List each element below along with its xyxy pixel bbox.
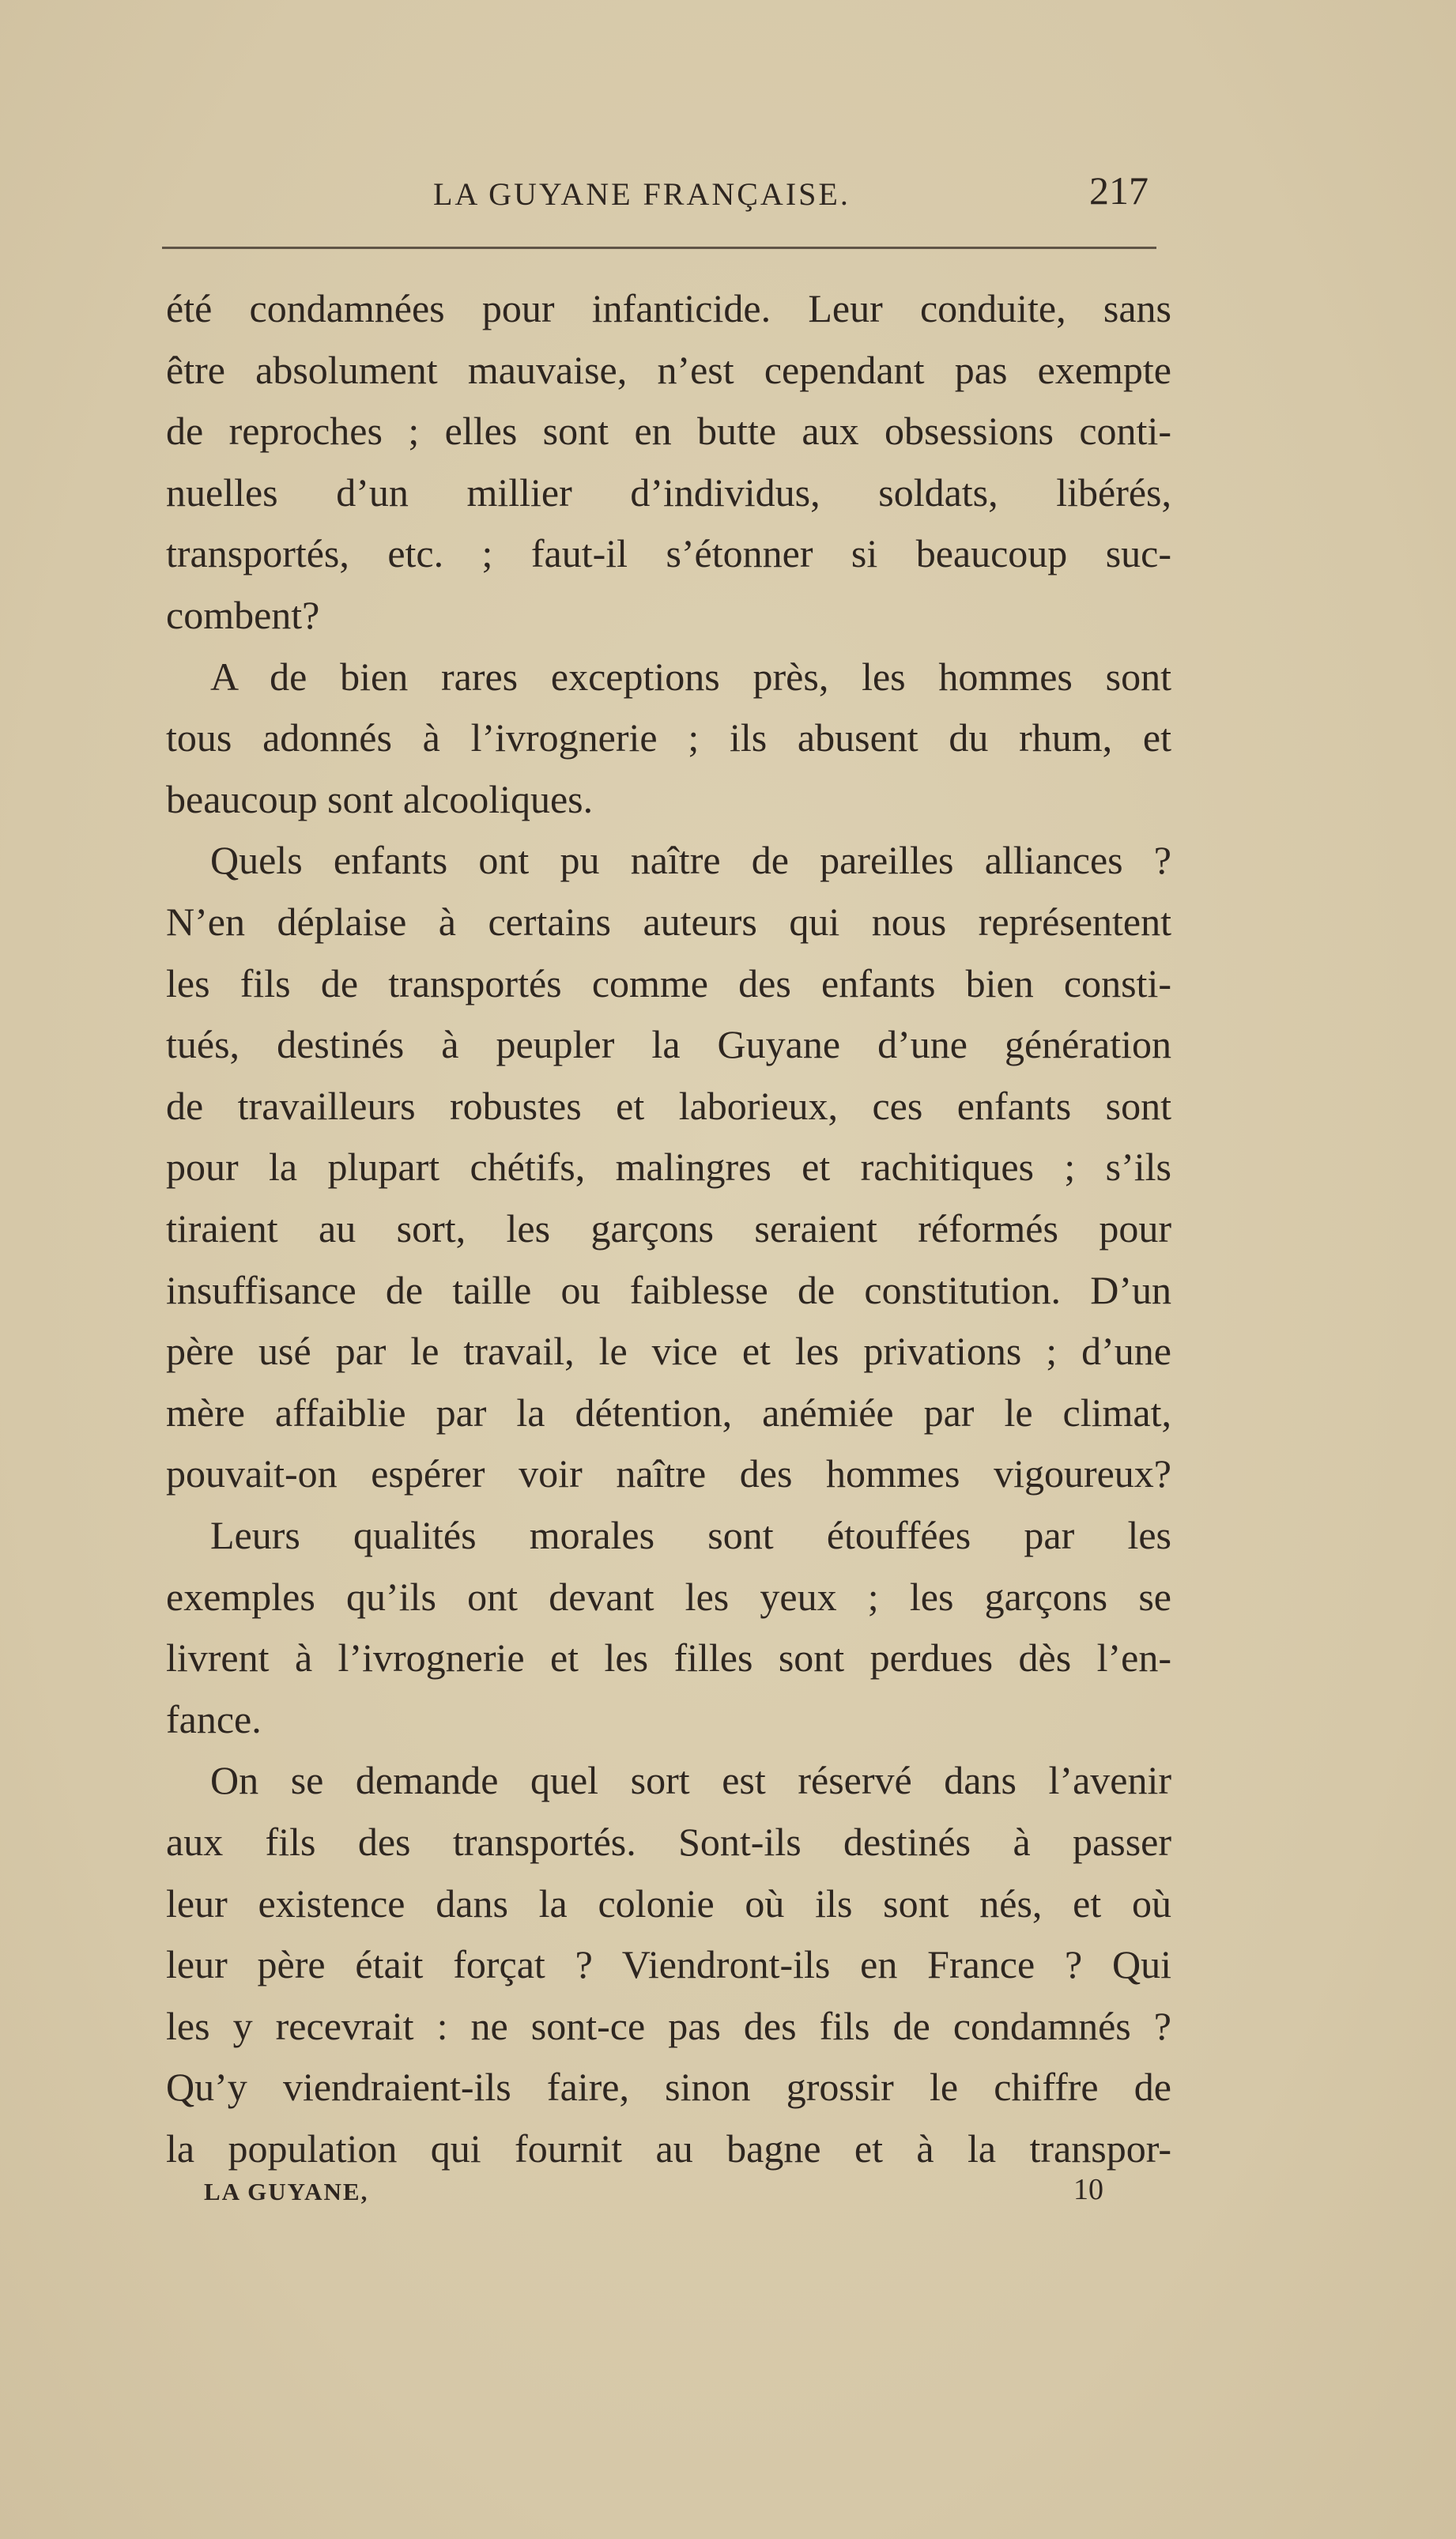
text-line: père usé par le travail, le vice et les privations ; d’une [166, 1329, 1171, 1374]
page-number: 217 [1089, 168, 1149, 213]
running-title: LA GUYANE FRANÇAISE. [433, 176, 851, 212]
text-line: aux fils des transportés. Sont-ils destinés à passer [166, 1820, 1171, 1864]
text-line: de travailleurs robustes et laborieux, ces enfants sont [166, 1083, 1171, 1128]
footer-signature-number: 10 [1073, 2173, 1103, 2206]
text-line: N’en déplaise à certains auteurs qui nous représentent [166, 900, 1171, 944]
text-line: être absolument mauvaise, n’est cependant pas exempte [166, 347, 1171, 392]
text-line: de reproches ; elles sont en butte aux obsessions conti- [166, 409, 1171, 454]
text-line: Qu’y viendraient-ils faire, sinon grossir le chiffre de [166, 2065, 1171, 2110]
text-line: On se demande quel sort est réservé dans l’avenir [210, 1758, 1171, 1803]
text-line: fance. [166, 1696, 262, 1741]
text-line: leur père était forçat ? Viendront-ils en France ? Qui [166, 1942, 1171, 1987]
text-line: leur existence dans la colonie où ils sont nés, et où [166, 1881, 1171, 1926]
text-line: combent? [166, 593, 320, 637]
text-line: insuffisance de taille ou faiblesse de constitution. D’un [166, 1267, 1171, 1312]
text-line: tués, destinés à peupler la Guyane d’une génération [166, 1022, 1171, 1067]
text-line: les y recevrait : ne sont-ce pas des fils de condamnés ? [166, 2003, 1171, 2048]
header-rule [162, 247, 1156, 249]
text-line: livrent à l’ivrognerie et les filles sont perdues dès l’en- [166, 1635, 1171, 1681]
text-line: pour la plupart chétifs, malingres et rachitiques ; s’ils [166, 1145, 1171, 1190]
text-line: tiraient au sort, les garçons seraient réformés pour [166, 1206, 1171, 1251]
text-line: la population qui fournit au bagne et à la transpor- [166, 2126, 1171, 2171]
text-line: exemples qu’ils ont devant les yeux ; les garçons se [166, 1574, 1171, 1619]
text-line: mère affaiblie par la détention, anémiée par le climat, [166, 1390, 1171, 1435]
text-line: A de bien rares exceptions près, les hommes sont [210, 654, 1171, 699]
text-line: pouvait-on espérer voir naître des hommes vigoureux? [166, 1451, 1171, 1496]
text-line: tous adonnés à l’ivrognerie ; ils abusent du rhum, et [166, 715, 1171, 760]
text-line: beaucoup sont alcooliques. [166, 776, 594, 821]
text-line: été condamnées pour infanticide. Leur conduite, sans [166, 286, 1171, 330]
text-line: les fils de transportés comme des enfants bien consti- [166, 960, 1171, 1005]
footer-signature: LA GUYANE, [204, 2178, 369, 2205]
text-line: transportés, etc. ; faut-il s’étonner si beaucoup suc- [166, 531, 1171, 576]
text-line: nuelles d’un millier d’individus, soldats, libérés, [166, 470, 1171, 515]
text-line: Leurs qualités morales sont étouffées par les [210, 1513, 1171, 1557]
text-line: Quels enfants ont pu naître de pareilles alliances ? [210, 838, 1171, 883]
